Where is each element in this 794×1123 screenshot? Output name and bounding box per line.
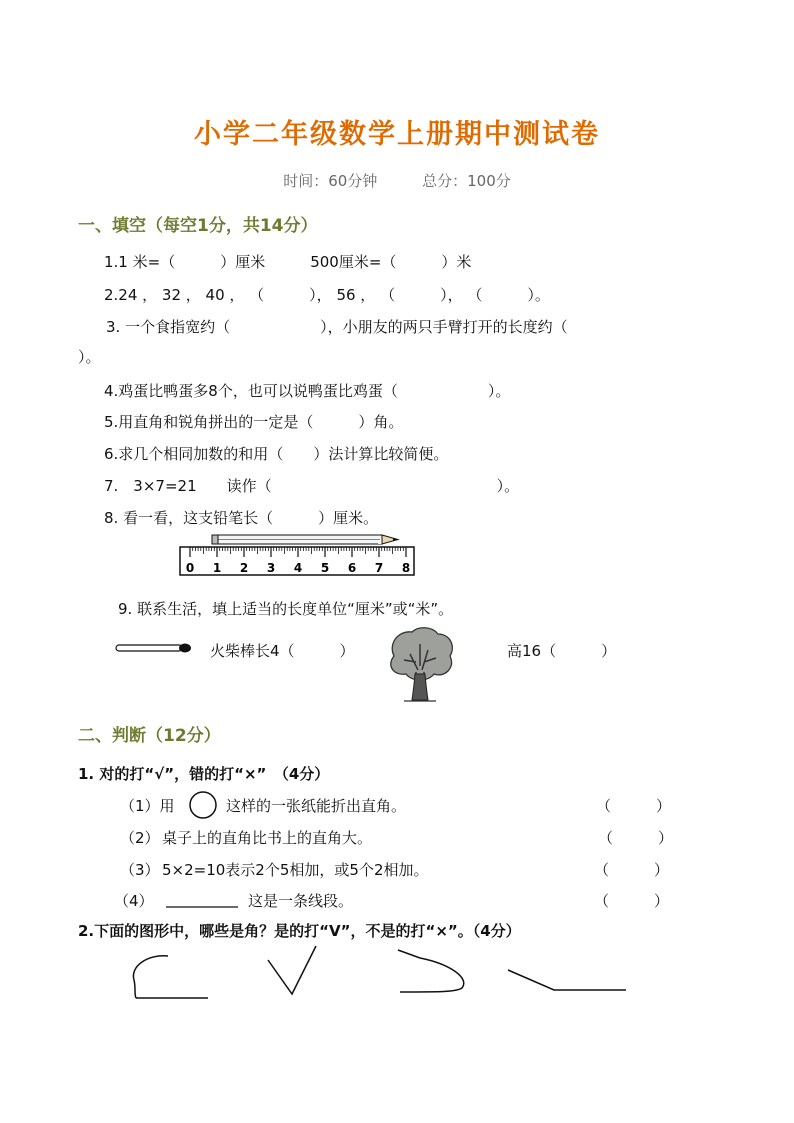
- question-2: 2.24 ， 32 ， 40 ， （ ）， 56 ， （ ）， （ ）。: [104, 286, 550, 304]
- part-2-title: 2.下面的图形中，哪些是角？是的打“V”，不是的打“×”。（4分）: [78, 922, 521, 940]
- judge-item-1-num: （1）用: [120, 797, 175, 815]
- exam-score: 总分：100分: [422, 172, 511, 190]
- judge-item-2-text: 桌子上的直角比书上的直角大。: [162, 829, 373, 847]
- judge-item-3-answer: （ ）: [594, 861, 670, 879]
- ruler-tick-label: 4: [293, 561, 303, 575]
- exam-time: 时间：60分钟: [283, 172, 378, 190]
- question-7: 7. 3×7=21 读作（ ）。: [104, 477, 520, 495]
- page-title: 小学二年级数学上册期中测试卷: [194, 119, 600, 150]
- judge-item-4-num: （4）: [114, 892, 154, 910]
- question-6: 6.求几个相同加数的和用（ ）法计算比较简便。: [104, 445, 449, 463]
- ruler-tick-label: 2: [239, 561, 249, 575]
- pencil-icon: [212, 535, 398, 544]
- ruler-tick-label: 8: [401, 561, 411, 575]
- ruler-tick-label: 3: [266, 561, 276, 575]
- question-8: 8. 看一看，这支铅笔长（ ）厘米。: [104, 509, 379, 527]
- curved-shape-figure: [133, 956, 208, 998]
- judge-item-4-text: 这是一条线段。: [248, 892, 354, 910]
- judge-item-1-text: 这样的一张纸能折出直角。: [226, 797, 407, 815]
- question-3-cont: ）。: [78, 348, 101, 366]
- judge-item-3-text: 5×2=10表示2个5相加，或5个2相加。: [162, 861, 429, 879]
- ruler-tick-label: 6: [347, 561, 357, 575]
- ruler: [180, 547, 414, 575]
- obtuse-angle-figure: [508, 970, 626, 990]
- v-angle-figure: [268, 946, 316, 994]
- exam-info: [0, 170, 794, 191]
- question-5: 5.用直角和锐角拼出的一定是（ ）角。: [104, 413, 404, 431]
- judge-item-2-num: （2）: [120, 829, 160, 847]
- judge-item-4-answer: （ ）: [594, 892, 670, 910]
- ruler-tick-label: 7: [374, 561, 384, 575]
- section-judgement-heading: 二、判断（12分）: [78, 726, 221, 746]
- section-fill-blank-heading: 一、填空（每空1分，共14分）: [78, 216, 318, 236]
- u-shape-figure: [398, 950, 464, 992]
- ruler-tick-label: 5: [320, 561, 330, 575]
- tree-icon: [384, 626, 456, 702]
- circle-paper-icon: [188, 790, 218, 820]
- tree-question: 高16（ ）: [507, 642, 617, 660]
- question-1: 1.1 米=（ ）厘米 500厘米=（ ）米: [104, 253, 472, 271]
- question-9: 9. 联系生活，填上适当的长度单位“厘米”或“米”。: [118, 600, 454, 618]
- ruler-tick-label: 1: [212, 561, 222, 575]
- judge-item-2-answer: （ ）: [598, 829, 674, 847]
- question-4: 4.鸡蛋比鸭蛋多8个，也可以说鸭蛋比鸡蛋（ ）。: [104, 382, 511, 400]
- line-segment-figure: [164, 904, 244, 910]
- judge-item-3-num: （3）: [120, 861, 160, 879]
- ruler-with-pencil-figure: [176, 532, 444, 578]
- question-3: 3. 一个食指宽约（ ），小朋友的两只手臂打开的长度约（: [106, 318, 568, 336]
- part-1-title: 1. 对的打“√”，错的打“×” （4分）: [78, 765, 330, 783]
- matchstick-question: 火柴棒长4（ ）: [210, 642, 355, 660]
- matchstick-icon: [114, 642, 194, 654]
- judge-item-1-answer: （ ）: [596, 797, 672, 815]
- ruler-tick-labels: [186, 561, 410, 575]
- ruler-tick-label: 0: [185, 561, 195, 575]
- angle-figures: [120, 944, 640, 1004]
